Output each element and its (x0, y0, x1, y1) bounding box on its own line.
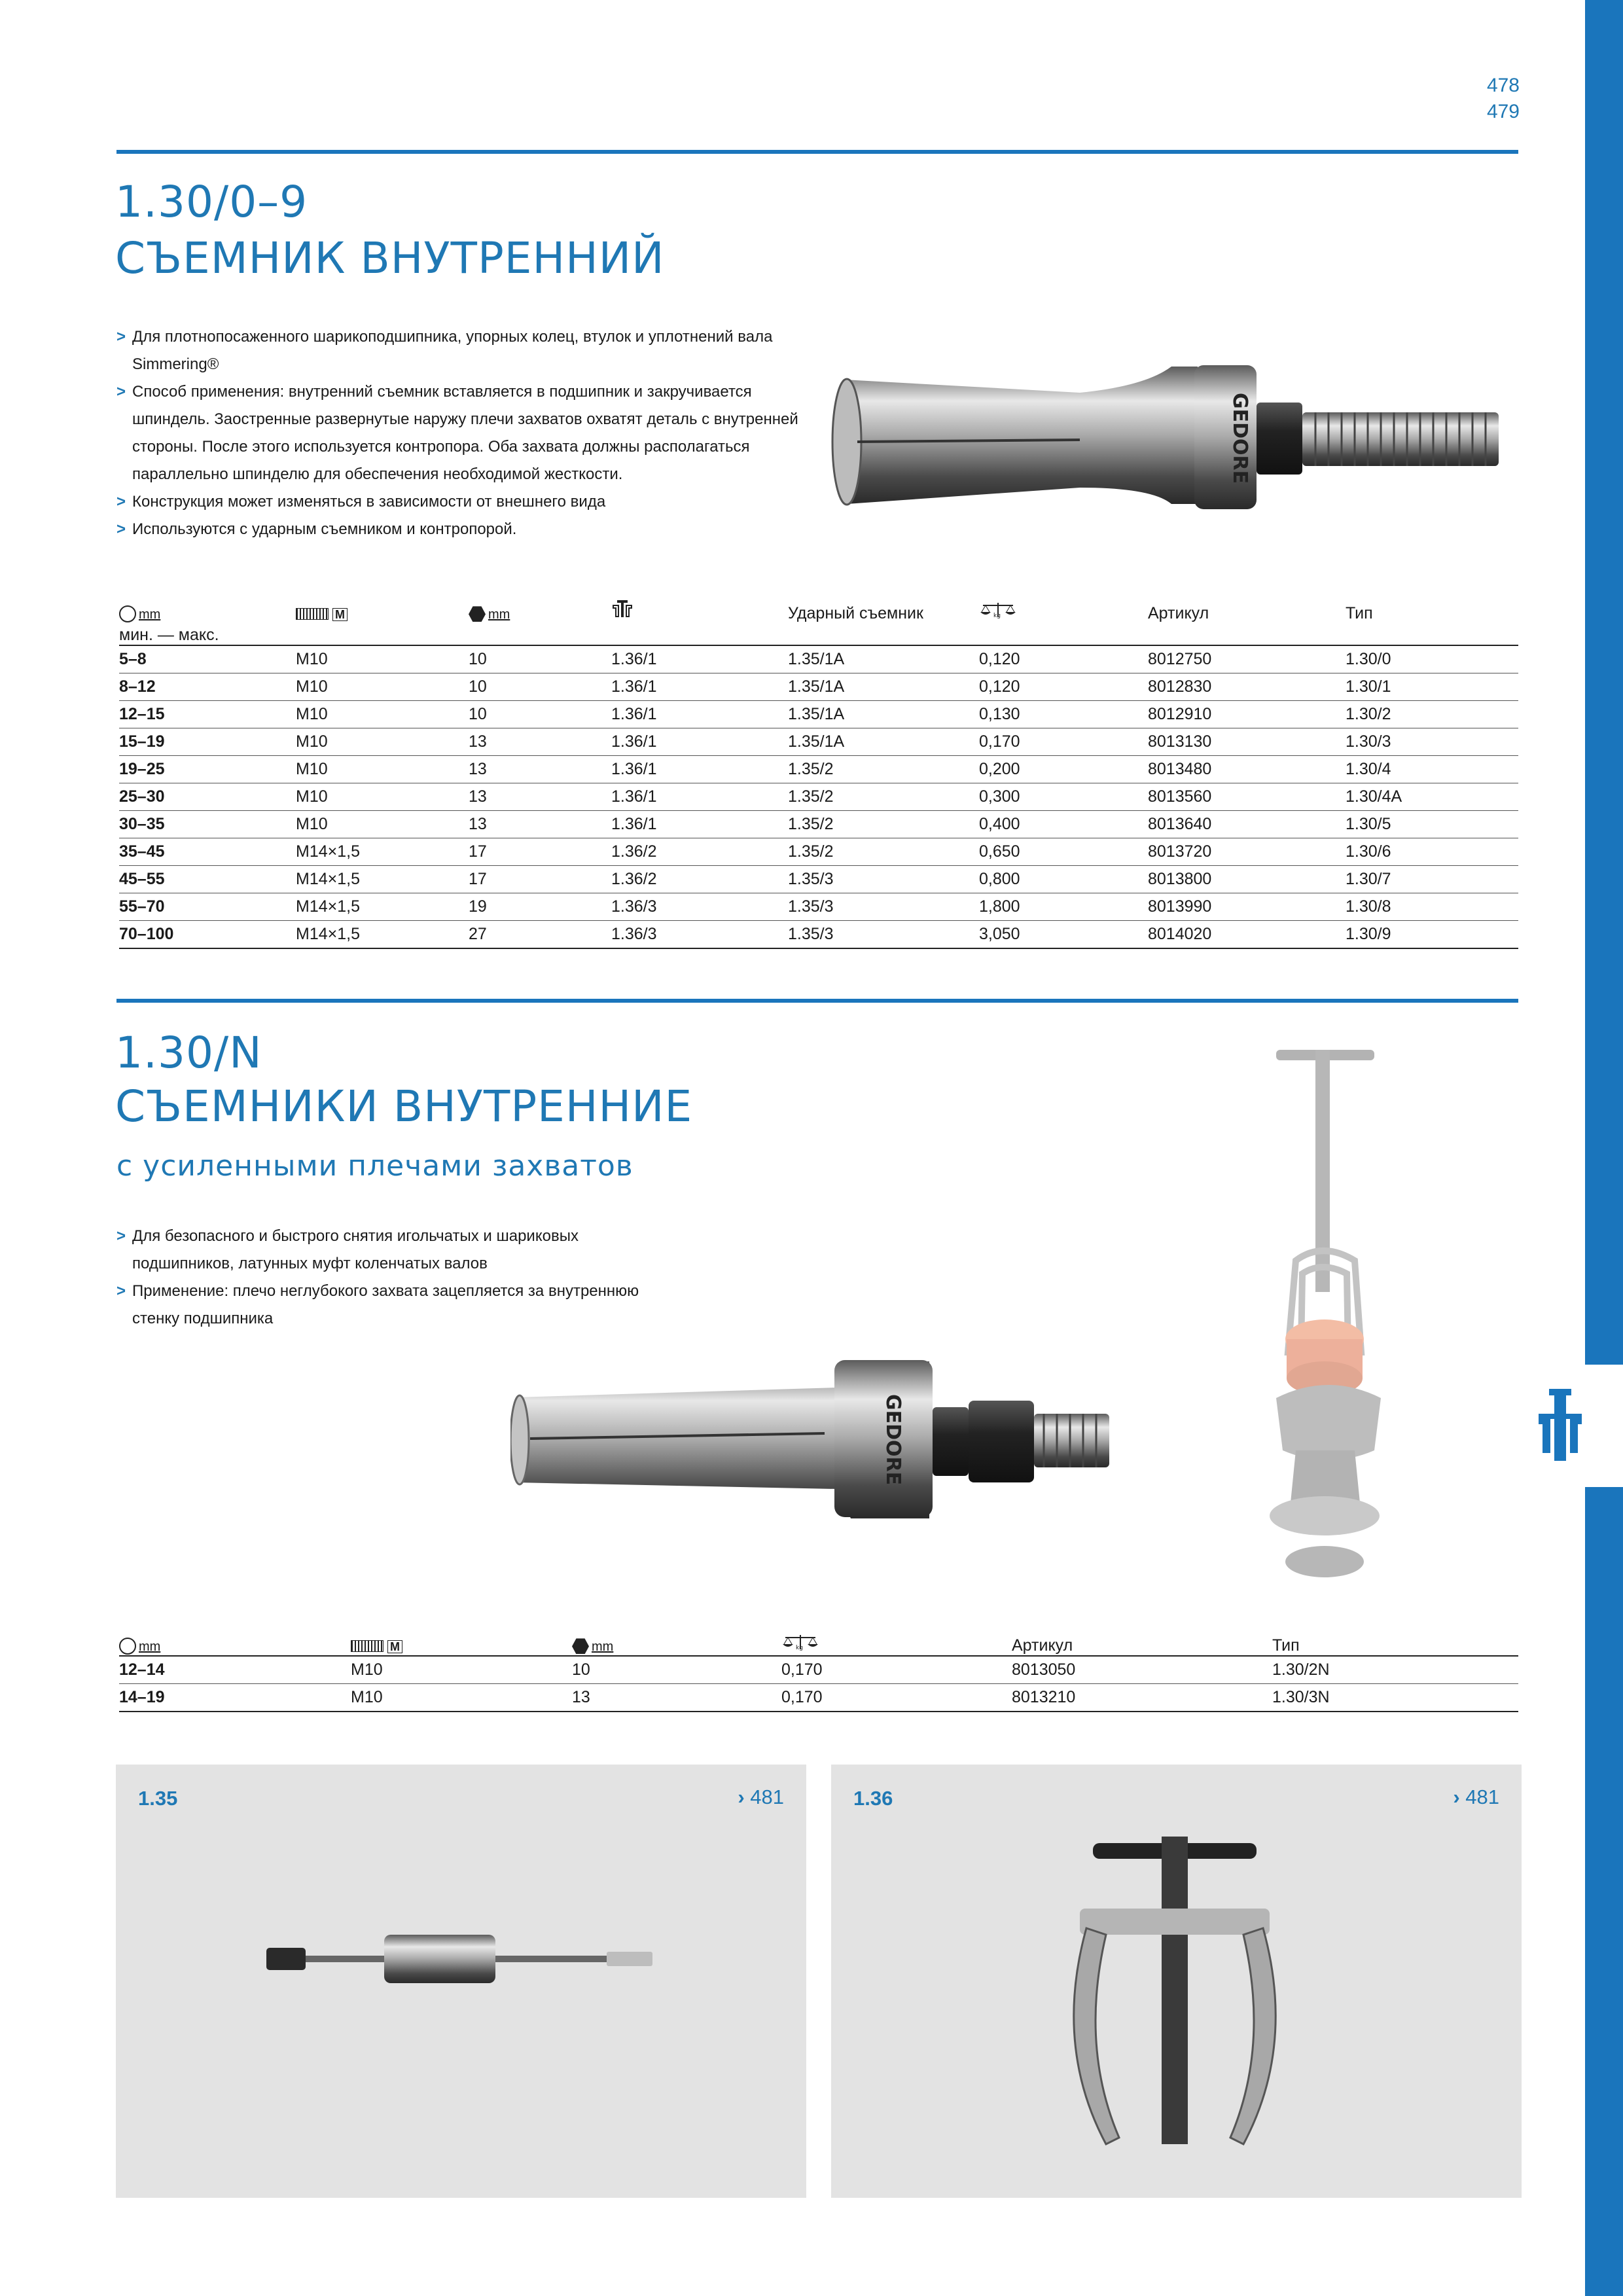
circle-diameter-icon (119, 1638, 136, 1655)
table-cell: 1.30/4 (1346, 756, 1518, 783)
table-cell: 1.30/3N (1272, 1684, 1518, 1712)
table-cell: 1.36/2 (611, 866, 788, 893)
col-weight-header (979, 594, 1148, 623)
section2-subtitle: с усиленными плечами захватов (116, 1149, 633, 1183)
table-cell: 3,050 (979, 921, 1148, 949)
table-cell: 8013800 (1148, 866, 1346, 893)
table-cell: 1.30/2N (1272, 1656, 1518, 1684)
table-cell: 1.30/2 (1346, 701, 1518, 728)
table-cell: 27 (469, 921, 611, 949)
bullet-item: > Используются с ударным съемником и контропорой. (116, 516, 804, 543)
table-cell: 1.35/3 (788, 893, 979, 921)
table-cell: 25–30 (119, 783, 296, 811)
chevron-right-icon: › (738, 1785, 745, 1808)
table-cell: 10 (469, 701, 611, 728)
table-cell: 1,800 (979, 893, 1148, 921)
svg-text:kg: kg (993, 613, 1001, 619)
table-cell: M10 (296, 783, 469, 811)
internal-puller-image (831, 347, 1531, 530)
table-row (119, 728, 1518, 756)
table-cell: 35–45 (119, 838, 296, 866)
table-cell: 0,120 (979, 645, 1148, 673)
table-cell: 10 (469, 645, 611, 673)
bullet-item: > Для плотнопосаженного шарикоподшипника, упорных колец, втулок и уплотнений вала Simmering® (116, 323, 804, 378)
related-product-card[interactable] (831, 1765, 1522, 2198)
related-product-code: 1.35 (138, 1787, 178, 1810)
table-cell: 8013720 (1148, 838, 1346, 866)
col-type-header: Тип (1346, 604, 1373, 622)
brand-logo: GEDORE (1228, 393, 1251, 484)
table-cell: M14×1,5 (296, 838, 469, 866)
table-cell: 13 (469, 811, 611, 838)
application-photo (1270, 1045, 1420, 1588)
table-cell: 8012830 (1148, 673, 1346, 701)
side-band (1585, 0, 1623, 1365)
table-cell: 1.36/1 (611, 783, 788, 811)
table-row (119, 783, 1518, 811)
table-cell: 1.30/6 (1346, 838, 1518, 866)
table-cell: 1.36/1 (611, 645, 788, 673)
table-cell: M10 (296, 756, 469, 783)
col-slide-hammer-header: Ударный съемник (788, 604, 923, 622)
table-cell: 0,400 (979, 811, 1148, 838)
table-cell: 1.35/1A (788, 701, 979, 728)
table-cell: 1.30/5 (1346, 811, 1518, 838)
table-cell: 15–19 (119, 728, 296, 756)
table-cell: 0,170 (781, 1684, 1012, 1712)
table-cell: 8012910 (1148, 701, 1346, 728)
table-cell: 1.30/9 (1346, 921, 1518, 949)
section2-title: СЪЕМНИКИ ВНУТРЕННИЕ (115, 1081, 693, 1132)
table-cell: 5–8 (119, 645, 296, 673)
table-cell: 10 (469, 673, 611, 701)
bullet-item: > Применение: плечо неглубокого захвата зацепляется за внутреннюю стенку подшипника (116, 1278, 653, 1333)
table-cell: 8013130 (1148, 728, 1346, 756)
table-cell: 17 (469, 866, 611, 893)
table-cell: 1.36/1 (611, 811, 788, 838)
table-cell: 1.36/3 (611, 893, 788, 921)
table-cell: 1.36/1 (611, 673, 788, 701)
table-cell: 45–55 (119, 866, 296, 893)
bullet-item: > Конструкция может изменяться в зависимости от внешнего вида (116, 488, 804, 516)
range-subheader: мин. — макс. (119, 626, 219, 644)
puller-category-icon (1535, 1388, 1586, 1466)
page-number: 479 (1486, 101, 1520, 122)
table-cell: 1.36/3 (611, 921, 788, 949)
table-cell: 1.35/2 (788, 811, 979, 838)
page-number: 478 (1486, 75, 1520, 96)
table-cell: 1.30/3 (1346, 728, 1518, 756)
table-cell: M10 (351, 1656, 572, 1684)
section2-spec-table (119, 1634, 1518, 1712)
table-row (119, 1656, 1518, 1684)
table-cell: 1.30/0 (1346, 645, 1518, 673)
table-cell: 0,170 (979, 728, 1148, 756)
section1-spec-table (119, 594, 1518, 949)
table-cell: 8013990 (1148, 893, 1346, 921)
table-cell: 1.30/1 (1346, 673, 1518, 701)
table-cell: 1.35/3 (788, 866, 979, 893)
table-cell: 1.35/1A (788, 673, 979, 701)
section2-code: 1.30/N (115, 1028, 262, 1078)
bullet-item: > Способ применения: внутренний съемник вставляется в подшипник и закручивается шпиндель. Заостренные развернутые наружу плечи захватов охватят деталь с внутренней стороны. После этого используется контропора. Оба захвата должны располагаться параллельно шпинделю для обеспечения необходимой жесткости. (116, 378, 804, 488)
table-cell: 1.30/7 (1346, 866, 1518, 893)
section1-code: 1.30/0–9 (115, 177, 308, 227)
section-divider (116, 999, 1518, 1003)
reinforced-internal-puller-image (510, 1348, 1126, 1525)
bullet-arrow-icon: > (116, 1282, 126, 1300)
table-cell: 1.36/1 (611, 756, 788, 783)
table-cell: M10 (296, 811, 469, 838)
thread-icon (351, 1640, 383, 1652)
table-row (119, 866, 1518, 893)
table-cell: 1.35/3 (788, 921, 979, 949)
col-hex-header: mm (572, 1634, 781, 1656)
table-row (119, 838, 1518, 866)
col-diameter-header: mm (119, 1634, 351, 1656)
counter-support-puller-image (1067, 1830, 1283, 2170)
table-row (119, 673, 1518, 701)
side-band (1585, 1487, 1623, 2296)
hex-wrench-icon (572, 1638, 589, 1654)
table-cell: 12–15 (119, 701, 296, 728)
table-row (119, 921, 1518, 949)
table-cell: 70–100 (119, 921, 296, 949)
table-cell: 1.36/1 (611, 701, 788, 728)
table-cell: 1.35/1A (788, 645, 979, 673)
table-cell: 1.30/8 (1346, 893, 1518, 921)
col-diameter-header: mm (119, 594, 296, 623)
bullet-item: > Для безопасного и быстрого снятия игольчатых и шариковых подшипников, латунных муфт коленчатых валов (116, 1223, 653, 1278)
table-cell: 0,170 (781, 1656, 1012, 1684)
slide-hammer-image (266, 1922, 659, 2000)
table-cell: 1.35/2 (788, 838, 979, 866)
table-cell: 1.36/2 (611, 838, 788, 866)
table-cell: M10 (296, 645, 469, 673)
table-row (119, 701, 1518, 728)
table-cell: 1.35/1A (788, 728, 979, 756)
bullet-arrow-icon: > (116, 493, 126, 511)
table-cell: 30–35 (119, 811, 296, 838)
table-cell: 14–19 (119, 1684, 351, 1712)
table-cell: 13 (572, 1684, 781, 1712)
table-cell: 1.35/2 (788, 783, 979, 811)
table-cell: 0,800 (979, 866, 1148, 893)
table-cell: 8014020 (1148, 921, 1346, 949)
chevron-right-icon: › (1453, 1785, 1460, 1808)
table-cell: 1.36/1 (611, 728, 788, 756)
scale-weight-icon (781, 1634, 819, 1651)
table-cell: 8012750 (1148, 645, 1346, 673)
related-product-code: 1.36 (853, 1787, 893, 1810)
col-thread-header: M (351, 1634, 572, 1656)
col-support-header (611, 594, 788, 623)
table-cell: 13 (469, 728, 611, 756)
col-hex-header: mm (469, 594, 611, 623)
table-cell: M10 (296, 701, 469, 728)
scale-weight-icon (979, 601, 1017, 619)
table-cell: 8013480 (1148, 756, 1346, 783)
table-cell: 8013640 (1148, 811, 1346, 838)
table-cell: 19–25 (119, 756, 296, 783)
bullet-arrow-icon: > (116, 328, 126, 346)
section1-bullets (116, 323, 804, 543)
col-type-header: Тип (1272, 1636, 1300, 1655)
col-article-header: Артикул (1012, 1636, 1073, 1655)
section-divider (116, 150, 1518, 154)
table-cell: 0,300 (979, 783, 1148, 811)
table-cell: 1.35/2 (788, 756, 979, 783)
table-cell: 0,130 (979, 701, 1148, 728)
table-cell: 17 (469, 838, 611, 866)
table-row (119, 811, 1518, 838)
col-thread-header: M (296, 594, 469, 623)
table-cell: 8013560 (1148, 783, 1346, 811)
bullet-arrow-icon: > (116, 520, 126, 538)
table-header-row (119, 1634, 1518, 1656)
table-cell: M14×1,5 (296, 921, 469, 949)
table-row (119, 756, 1518, 783)
col-weight-header (781, 1634, 1012, 1656)
bullet-arrow-icon: > (116, 1227, 126, 1245)
table-cell: 1.30/4A (1346, 783, 1518, 811)
table-cell: 10 (572, 1656, 781, 1684)
circle-diameter-icon (119, 605, 136, 622)
table-cell: M14×1,5 (296, 866, 469, 893)
table-cell: M10 (296, 673, 469, 701)
table-cell: 55–70 (119, 893, 296, 921)
svg-text:kg: kg (796, 1645, 803, 1651)
table-cell: 13 (469, 756, 611, 783)
table-cell: 8013050 (1012, 1656, 1272, 1684)
table-cell: 13 (469, 783, 611, 811)
table-cell: M10 (351, 1684, 572, 1712)
table-cell: 0,650 (979, 838, 1148, 866)
table-cell: M14×1,5 (296, 893, 469, 921)
table-cell: 12–14 (119, 1656, 351, 1684)
section1-title: СЪЕМНИК ВНУТРЕННИЙ (115, 233, 665, 283)
puller-support-icon (611, 599, 633, 619)
col-article-header: Артикул (1148, 604, 1209, 622)
table-cell: 19 (469, 893, 611, 921)
brand-logo: GEDORE (882, 1394, 904, 1486)
table-cell: 0,200 (979, 756, 1148, 783)
bullet-arrow-icon: > (116, 383, 126, 401)
table-cell: 8–12 (119, 673, 296, 701)
thread-icon (296, 608, 329, 620)
table-cell: 8013210 (1012, 1684, 1272, 1712)
table-header-row (119, 594, 1518, 623)
hex-wrench-icon (469, 606, 486, 622)
table-row (119, 1684, 1518, 1712)
page-reference-link[interactable]: › 481 (1453, 1785, 1499, 1808)
table-row (119, 893, 1518, 921)
section2-bullets (116, 1223, 653, 1333)
page-reference-link[interactable]: › 481 (738, 1785, 784, 1808)
table-row (119, 645, 1518, 673)
related-product-card[interactable] (116, 1765, 806, 2198)
table-cell: M10 (296, 728, 469, 756)
table-cell: 0,120 (979, 673, 1148, 701)
